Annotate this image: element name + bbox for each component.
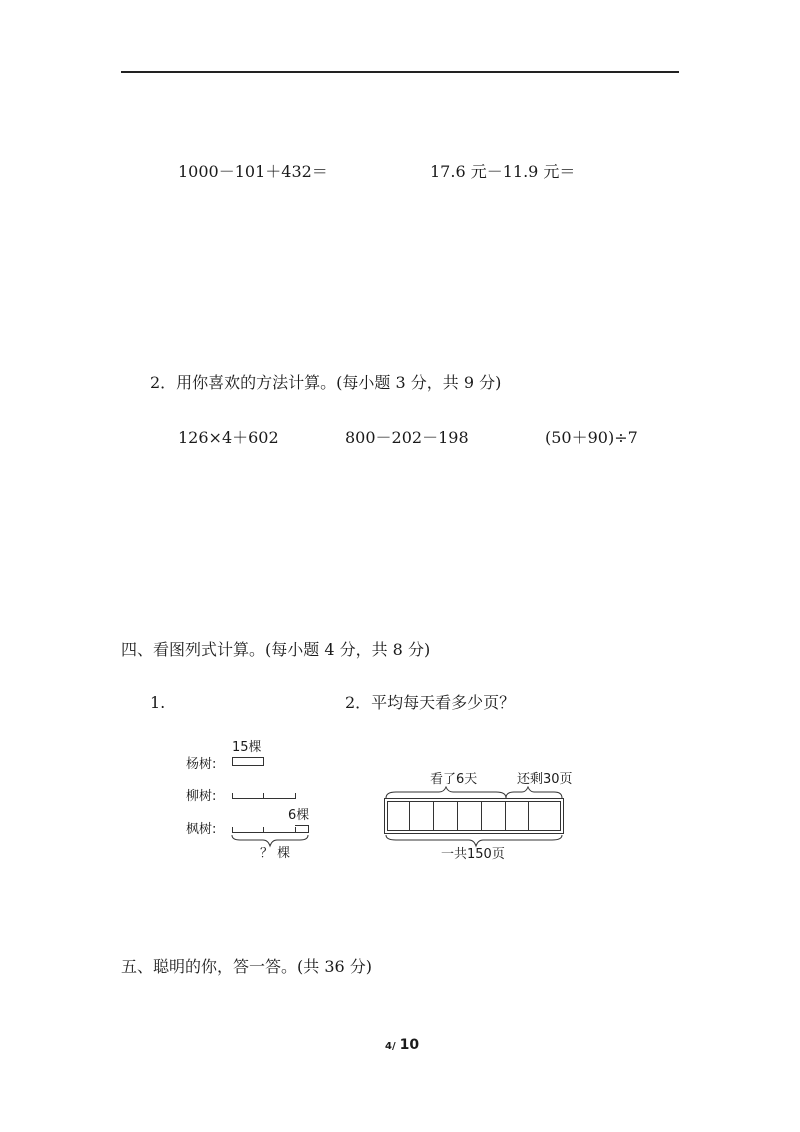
- day-div-2: [433, 801, 434, 831]
- day-div-3: [457, 801, 458, 831]
- brace-bottom: [384, 834, 566, 848]
- header-rule: [121, 71, 679, 73]
- expr-1: 1000－101＋432＝: [178, 162, 328, 181]
- section-4-q1-label: 1.: [150, 693, 166, 712]
- day-div-6: [528, 801, 529, 831]
- section-5-title: 五、聪明的你，答一答。(共 36 分): [121, 957, 373, 976]
- label-read-6-days: 看了6天: [430, 772, 478, 787]
- question-2-title: 2．用你喜欢的方法计算。(每小题 3 分，共 9 分): [150, 373, 502, 392]
- bar-liu-tick1: [263, 793, 264, 799]
- label-yang: 杨树:: [186, 757, 217, 772]
- q2-expr-3: (50＋90)÷7: [545, 428, 638, 447]
- label-total-150: 一共150页: [441, 847, 505, 862]
- page-current: 4/: [385, 1041, 396, 1052]
- bar-liu-tick0: [232, 793, 233, 799]
- label-remaining-30: 还剩30页: [517, 772, 573, 787]
- label-15-trees: 15棵: [232, 740, 262, 755]
- pages-inner-box: [387, 801, 561, 831]
- section-4-title: 四、看图列式计算。(每小题 4 分，共 8 分): [121, 640, 431, 659]
- label-question-trees: ？ 棵: [260, 846, 291, 861]
- bar-liu-tick2: [295, 793, 296, 799]
- label-feng: 枫树:: [186, 822, 217, 837]
- day-div-4: [481, 801, 482, 831]
- brace-6: [295, 825, 309, 826]
- label-liu: 柳树:: [186, 789, 217, 804]
- bar-feng: [232, 832, 309, 833]
- section-4-q2-label: 2．平均每天看多少页？: [345, 693, 516, 712]
- bar-liu: [232, 798, 296, 799]
- page-total: 10: [399, 1037, 420, 1053]
- bar-feng-tick2: [295, 827, 296, 833]
- day-div-1: [409, 801, 410, 831]
- brace-15: [232, 757, 264, 758]
- bar-yang: [232, 765, 264, 766]
- bar-feng-tick0: [232, 827, 233, 833]
- label-6-trees: 6棵: [288, 808, 310, 823]
- day-div-5: [505, 801, 506, 831]
- expr-2: 17.6 元－11.9 元＝: [430, 162, 576, 181]
- page-number: [385, 1034, 419, 1053]
- q2-expr-2: 800－202－198: [345, 428, 469, 447]
- bar-feng-tick1: [263, 827, 264, 833]
- q2-expr-1: 126×4＋602: [178, 428, 279, 447]
